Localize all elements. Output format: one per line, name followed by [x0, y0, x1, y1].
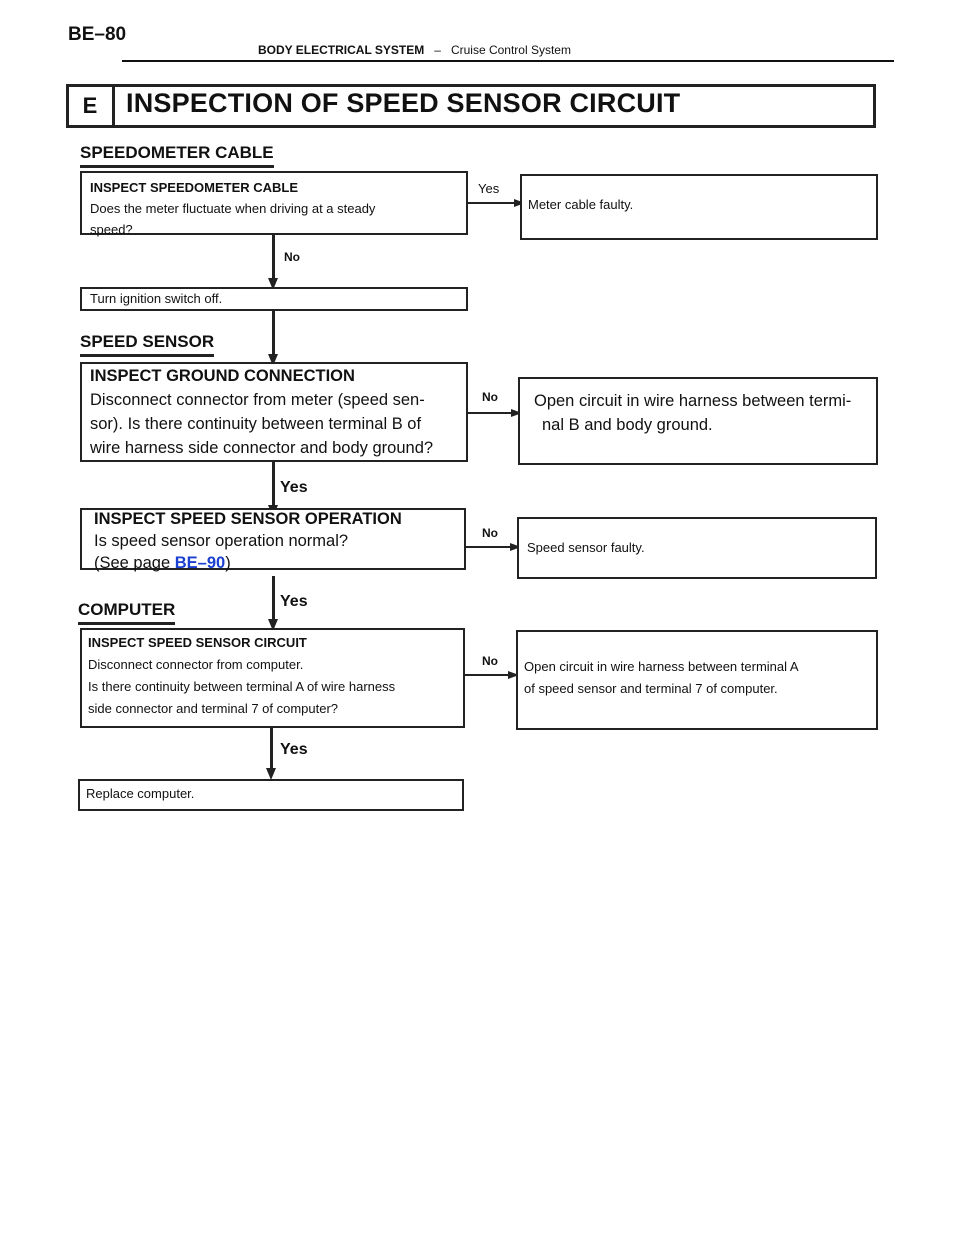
step-inspect-ground-connection [80, 362, 468, 462]
section-speedometer-cable: SPEEDOMETER CABLE [80, 143, 274, 168]
step-title: INSPECT SPEED SENSOR OPERATION [94, 510, 402, 528]
title-letter: E [68, 87, 115, 125]
label-yes: Yes [280, 479, 308, 496]
result-meter-cable-faulty [520, 174, 878, 240]
step-text-line: Does the meter fluctuate when driving at a steady [90, 201, 376, 216]
page-number: BE–80 [68, 24, 127, 45]
result-speed-sensor-faulty [517, 517, 877, 579]
step-text: Turn ignition switch off. [90, 291, 223, 306]
label-yes: Yes [280, 741, 308, 758]
section-speed-sensor: SPEED SENSOR [80, 332, 214, 357]
header-section-title: BODY ELECTRICAL SYSTEM [258, 43, 425, 57]
step-title: INSPECT SPEEDOMETER CABLE [90, 180, 299, 195]
result-text: Meter cable faulty. [528, 197, 634, 212]
result-text-line: Open circuit in wire harness between terminal A [524, 659, 799, 674]
label-yes: Yes [478, 181, 500, 196]
page-title: INSPECTION OF SPEED SENSOR CIRCUIT [126, 88, 681, 118]
result-ground-open-circuit [518, 377, 878, 465]
step-text-line: sor). Is there continuity between terminal B of [90, 415, 422, 433]
step-text-line: side connector and terminal 7 of computer? [88, 701, 339, 716]
result-text: Speed sensor faulty. [527, 540, 645, 555]
step-inspect-speed-sensor-circuit [80, 628, 465, 728]
connector-line [270, 728, 273, 772]
connector-line [272, 235, 275, 281]
connector-line [272, 462, 275, 508]
step-inspect-speedometer-cable [80, 171, 468, 235]
step-title: INSPECT GROUND CONNECTION [90, 367, 355, 385]
step-text-prefix: (See page [94, 554, 175, 572]
header-rule [122, 60, 894, 62]
step-text-line: wire harness side connector and body ground? [90, 439, 434, 457]
connector-line [272, 311, 275, 357]
result-text-line: of speed sensor and terminal 7 of computer. [524, 681, 778, 696]
step-text-line: Disconnect connector from meter (speed sen- [90, 391, 425, 409]
connector-line [465, 674, 511, 676]
step-text-line: speed? [90, 222, 133, 237]
connector-line [468, 412, 514, 414]
connector-line [466, 546, 513, 548]
label-no: No [284, 250, 300, 264]
step-text: Replace computer. [86, 786, 195, 801]
label-no: No [482, 526, 498, 540]
label-no: No [482, 654, 498, 668]
step-turn-ignition-off [80, 287, 468, 311]
step-replace-computer [78, 779, 464, 811]
step-inspect-speed-sensor-operation [80, 508, 466, 570]
label-no: No [482, 390, 498, 404]
connector-line [272, 576, 275, 622]
section-computer: COMPUTER [78, 600, 175, 625]
step-text-line: Is speed sensor operation normal? [94, 532, 349, 550]
header-section [258, 43, 571, 57]
result-text-line: Open circuit in wire harness between termi- [534, 392, 852, 410]
result-text-line: nal B and body ground. [542, 416, 713, 434]
step-text-suffix: ) [225, 554, 231, 572]
header-separator: – [434, 43, 441, 57]
step-text-line: Is there continuity between terminal A of wire harness [88, 679, 396, 694]
page-link[interactable]: BE–90 [174, 554, 226, 572]
label-yes: Yes [280, 593, 308, 610]
step-text-line: Disconnect connector from computer. [88, 657, 304, 672]
header-subsection: Cruise Control System [450, 43, 571, 57]
step-text-line [94, 552, 452, 574]
step-title: INSPECT SPEED SENSOR CIRCUIT [88, 635, 307, 650]
result-circuit-open [516, 630, 878, 730]
connector-line [468, 202, 516, 204]
